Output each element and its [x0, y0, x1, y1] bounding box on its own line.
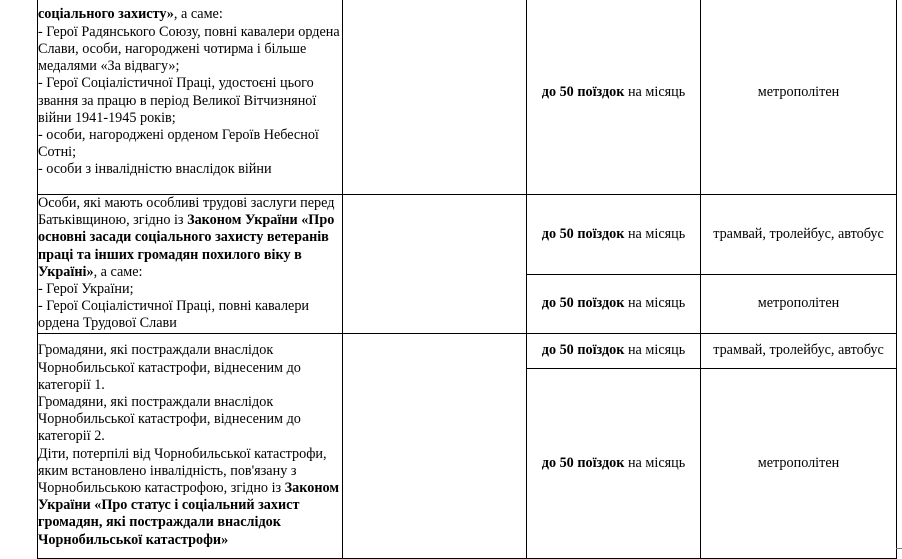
list-item: - Герої Соціалістичної Праці, удостоєні цього звання за працю в період Великої Вітчизняної війни 1941-1945 років;: [38, 75, 317, 126]
transport-type: метрополітен: [701, 274, 897, 333]
rides-unit: на місяць: [624, 295, 686, 312]
table-row: [38, 333, 897, 368]
list-item: Діти, потерпілі від Чорнобильської катастрофи, яким встановлено інвалідність, пов'язану з Чорнобильською катастрофою, згідно із Законом України «Про статус і соціальний захист громадян, які постраждали внаслідок Чорнобильської катастрофи»: [38, 445, 339, 548]
rides-unit: на місяць: [624, 342, 686, 359]
beneficiary-description: [38, 0, 343, 195]
list-item: - особи з інвалідністю внаслідок війни: [38, 161, 272, 178]
list-item: - Герої України;: [38, 281, 134, 298]
rides-count: до 50 поїздок: [541, 84, 625, 100]
rides-unit: на місяць: [624, 454, 686, 471]
transport-type: метрополітен: [701, 368, 897, 558]
beneficiary-description: [38, 195, 343, 334]
list-item: - Герої Соціалістичної Праці, повні кавалери ордена Трудової Слави: [38, 298, 310, 332]
empty-cell: [343, 333, 527, 558]
rides-count: до 50 поїздок: [541, 295, 625, 312]
transport-type: метрополітен: [701, 0, 897, 195]
transport-type: трамвай, тролейбус, автобус: [701, 333, 897, 368]
transport-type: трамвай, тролейбус, автобус: [701, 195, 897, 275]
list-item: Громадяни, які постраждали внаслідок Чорнобильської катастрофи, віднесеним до категорії 2.: [38, 394, 301, 445]
page-edge-mark: [896, 548, 902, 549]
rides-unit: на місяць: [624, 84, 686, 100]
rides-per-month: [527, 0, 701, 195]
law-reference: соціального захисту»: [38, 6, 174, 23]
benefits-table: [37, 0, 897, 559]
table-row: [38, 0, 897, 195]
rides-count: до 50 поїздок: [541, 454, 625, 471]
rides-count: до 50 поїздок: [541, 225, 625, 242]
list-item: - особи, нагороджені орденом Героїв Небесної Сотні;: [38, 126, 319, 161]
rides-per-month: [527, 368, 701, 558]
beneficiary-description: [38, 333, 343, 558]
intro-paragraph: Громадяни, які постраждали внаслідок Чорнобильської катастрофи, віднесеним до категорії 1.: [38, 342, 301, 393]
empty-cell: [343, 0, 527, 195]
intro-paragraph: Особи, які мають особливі трудові заслуги перед Батьківщиною, згідно із Законом України «Про основні засади соціального захисту ветеранів праці та інших громадян похилого віку в Україні», а саме:: [38, 195, 335, 280]
rides-per-month: [527, 333, 701, 368]
law-reference: Законом України «Про основні засади соціального захисту ветеранів праці та інших громадян похилого віку в Україні»: [38, 212, 335, 280]
rides-count: до 50 поїздок: [541, 342, 625, 359]
law-reference: Законом України «Про статус і соціальний захист громадян, які постраждали внаслідок Чорнобильської катастрофи»: [38, 480, 339, 548]
rides-unit: на місяць: [624, 225, 686, 242]
rides-per-month: [527, 274, 701, 333]
table-row: [38, 195, 897, 275]
list-item: - Герої Радянського Союзу, повні кавалери ордена Слави, особи, нагороджені чотирма і більше медалями «За відвагу»;: [38, 23, 340, 75]
rides-per-month: [527, 195, 701, 275]
intro-paragraph: соціального захисту», а саме:: [38, 6, 223, 23]
empty-cell: [343, 195, 527, 334]
